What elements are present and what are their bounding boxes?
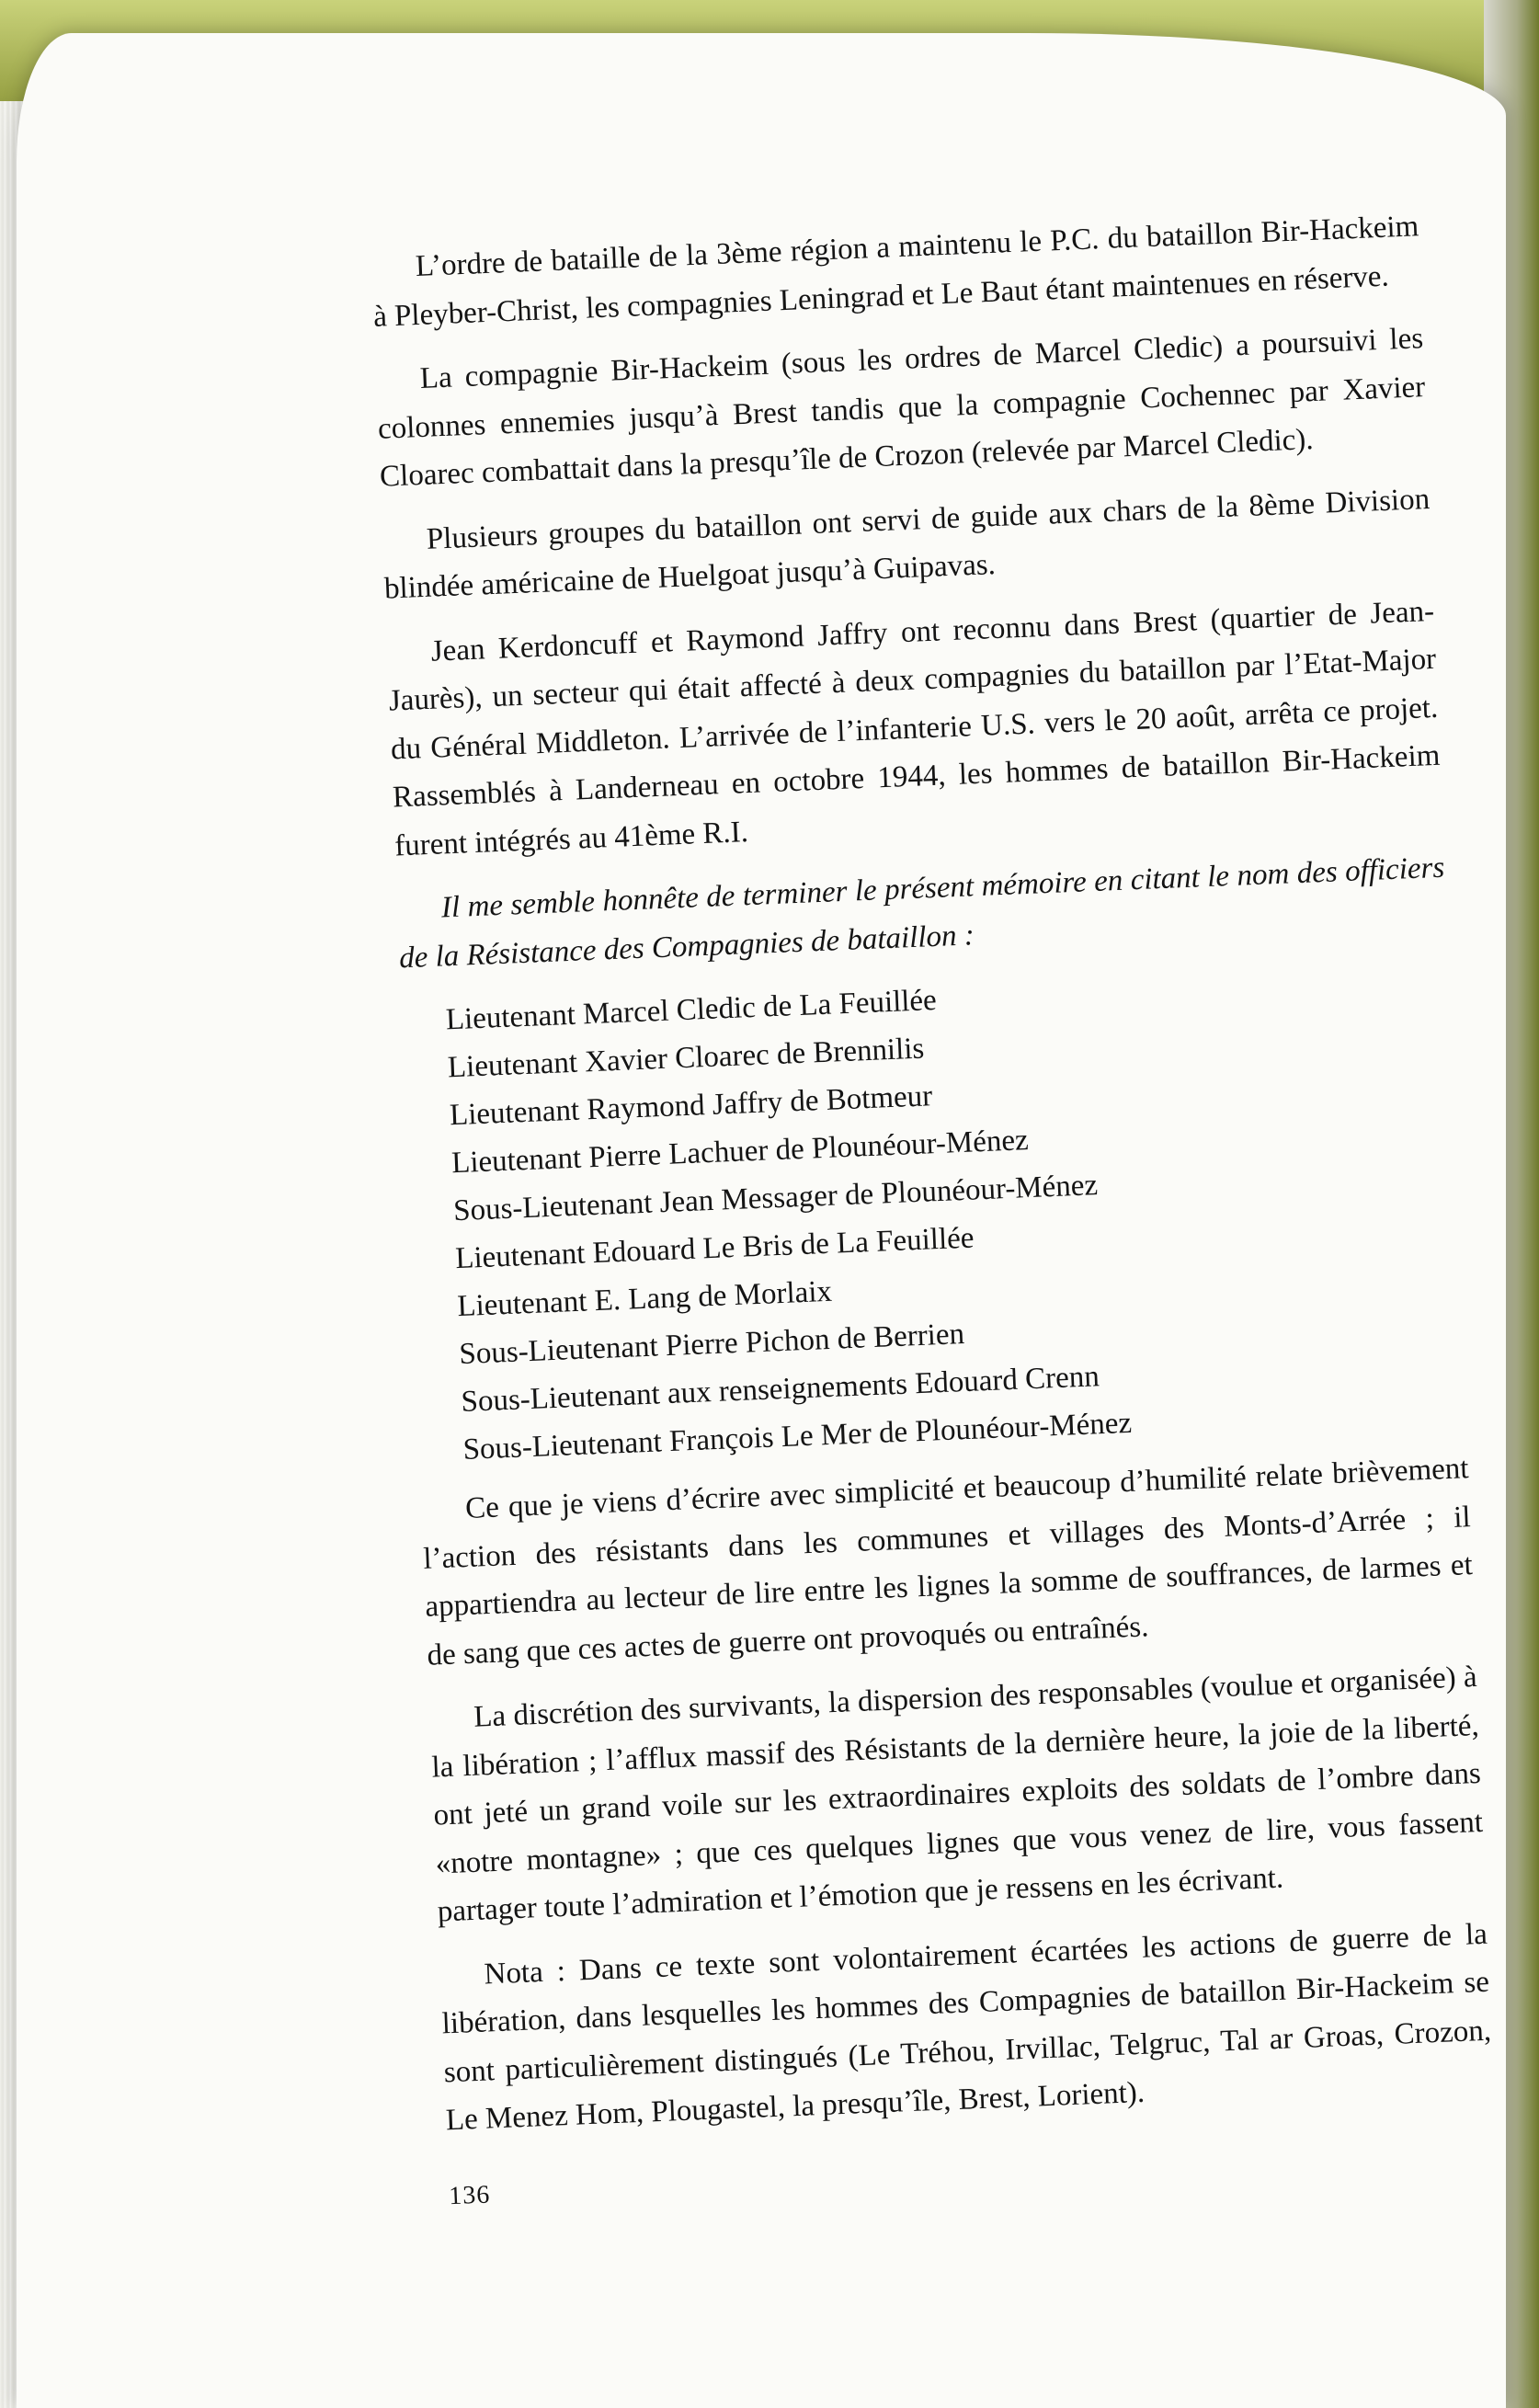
officer-item: Sous-Lieutenant Jean Messager de Plounéour-Ménez [452, 1169, 1099, 1228]
paragraph-brest-sector: Jean Kerdoncuff et Raymond Jaffry ont reconnu dans Brest (quartier de Jean-Jaurès), un secteur qui était affecté à deux compagnies du bataillon par l’Etat-Major du Général Middleton. L’arrivée de l’infanterie U.S. vers le 20 août, arrêta ce projet. Rassemblés à Landerneau en octobre 1944, les hommes de bataillon Bir-Hackeim furent intégrés au 41ème R.I. [388, 594, 1441, 862]
officer-item: Lieutenant E. Lang de Morlaix [456, 1274, 833, 1324]
paragraph-discretion: La discrétion des survivants, la dispersion des responsables (voulue et organisée) à la libération ; l’afflux massif des Résistants de la dernière heure, la joie de la liberté, ont jeté un grand voile sur les extraordinaires exploits des soldats de l’ombre dans «notre montagne» ; que ces quelques lignes que vous venez de lire, vous fassent partager toute l’admiration et l’émotion que je ressens en les écrivant. [430, 1660, 1484, 1929]
paragraph-bir-hackeim-company: La compagnie Bir-Hackeim (sous les ordres de Marcel Cledic) a poursuivi les colonnes ennemies jusqu’à Brest tandis que la compagnie Cochennec par Xavier Cloarec combattait dans la presqu’île de Crozon (relevée par Marcel Cledic). [377, 322, 1426, 494]
officer-item: Lieutenant Raymond Jaffry de Botmeur [449, 1079, 933, 1133]
page-number: 136 [448, 2179, 491, 2210]
officer-item: Lieutenant Marcel Cledic de La Feuillée [445, 983, 938, 1037]
officer-item: Sous-Lieutenant Pierre Pichon de Berrien [458, 1318, 965, 1372]
paragraph-nota: Nota : Dans ce texte sont volontairement écartées les actions de guerre de la libération, dans lesquelles les hommes des Compagnies de bataillon Bir-Hackeim se sont particulièrement distingués (Le Tréhou, Irvillac, Telgruc, Tal ar Groas, Crozon, Le Menez Hom, Plougastel, la presqu’île, Brest, Lorient). [441, 1917, 1492, 2138]
paragraph-tank-guides: Plusieurs groupes du bataillon ont servi de guide aux chars de la 8ème Division blindée américaine de Huelgoat jusqu’à Guipavas. [383, 482, 1431, 606]
officer-item: Lieutenant Xavier Cloarec de Brennilis [447, 1032, 925, 1085]
officer-item: Lieutenant Pierre Lachuer de Plounéour-Ménez [450, 1124, 1030, 1181]
paragraph-humility: Ce que je viens d’écrire avec simplicité et beaucoup d’humilité relate brièvement l’action des résistants dans les communes et villages des Monts-d’Arrée ; il appartiendra au lecteur de lire entre les lignes la somme de souffrances, de larmes et de sang que ces actes de guerre ont provoqués ou entraînés. [422, 1452, 1474, 1672]
paragraph-officers-intro: Il me semble honnête de terminer le présent mémoire en citant le nom des officiers de la Résistance des Compagnies de bataillon : [398, 850, 1445, 975]
officer-item: Sous-Lieutenant François Le Mer de Plounéour-Ménez [462, 1406, 1133, 1467]
page-text [370, 202, 1497, 2220]
officers-list [401, 956, 1467, 1476]
officer-item: Sous-Lieutenant aux renseignements Edouard Crenn [460, 1360, 1100, 1420]
book-page [17, 33, 1506, 2408]
officer-item: Lieutenant Edouard Le Bris de La Feuillée [454, 1221, 975, 1276]
paragraph-order-of-battle: L’ordre de bataille de la 3ème région a maintenu le P.C. du bataillon Bir-Hackeim à Pleyber-Christ, les compagnies Leningrad et Le Baut étant maintenues en réserve. [372, 210, 1419, 334]
